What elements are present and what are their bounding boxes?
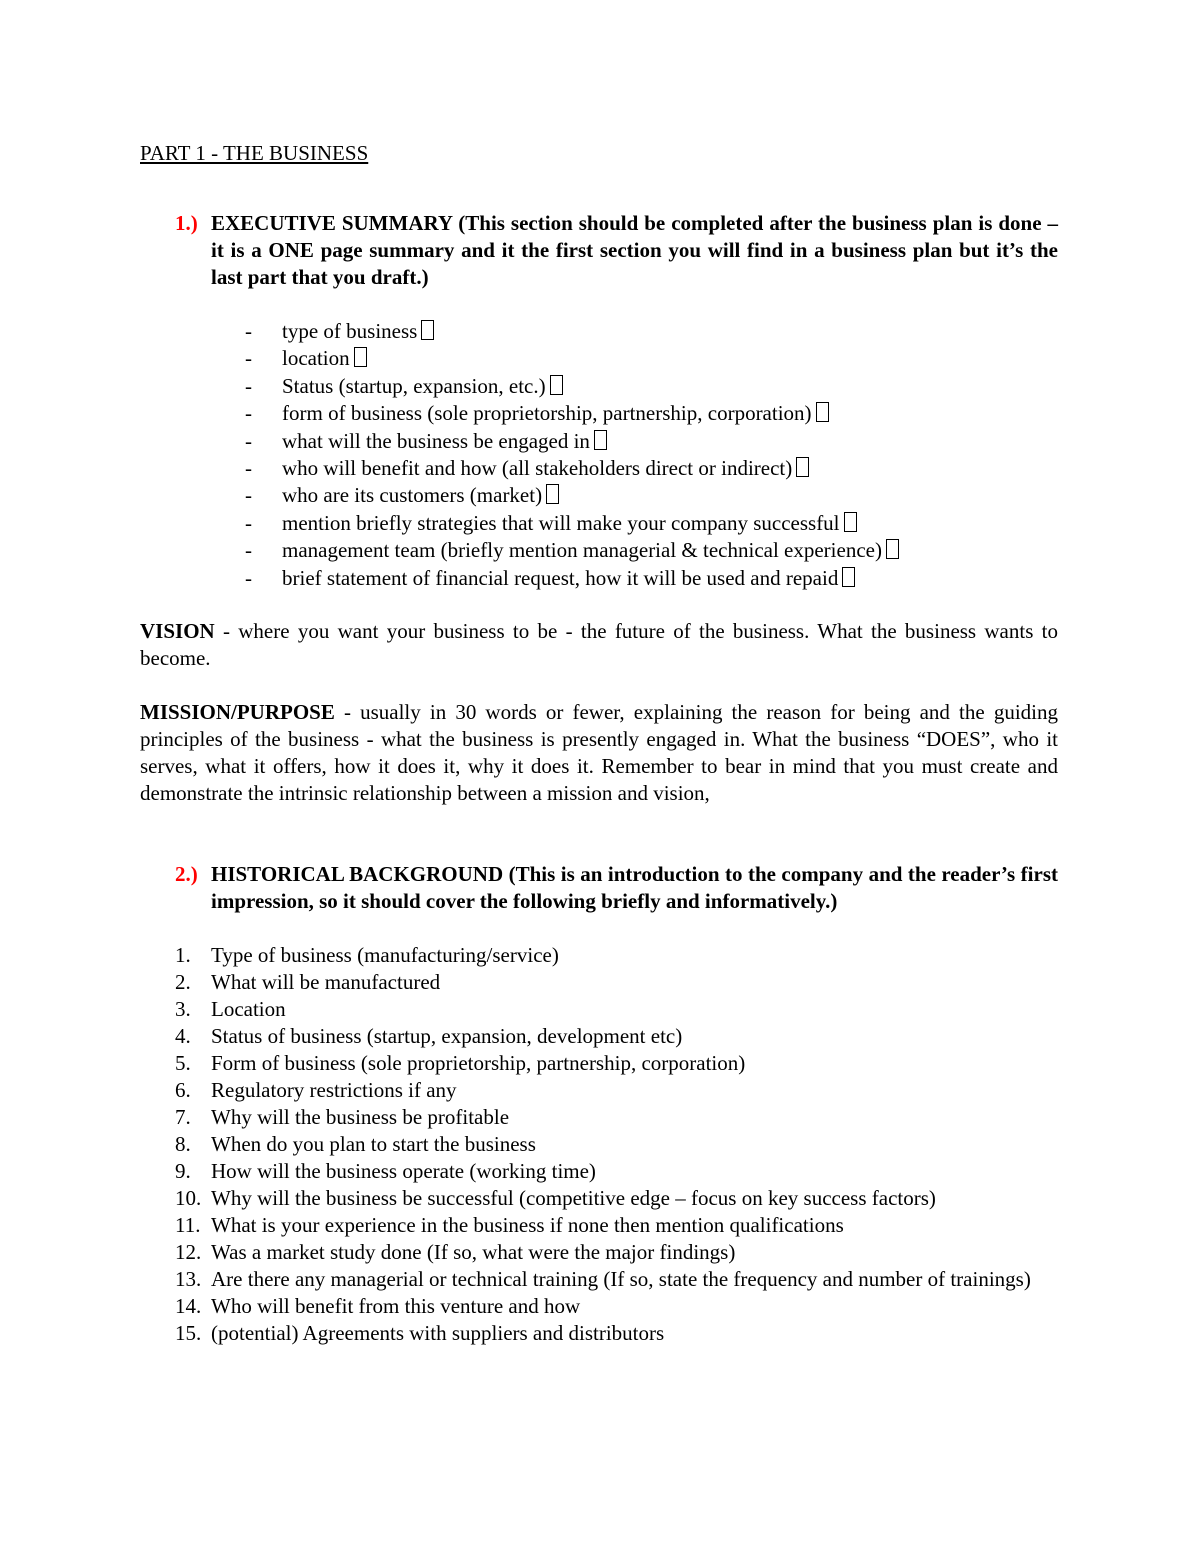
list-item-number: 10. — [175, 1185, 202, 1210]
part-title: PART 1 - THE BUSINESS — [140, 141, 369, 165]
bullet-dash: - — [245, 538, 252, 563]
list-item — [140, 1158, 1058, 1185]
checklist-item — [140, 373, 1058, 400]
list-item — [140, 996, 1058, 1023]
checklist-item-text: who will benefit and how (all stakeholders direct or indirect) — [282, 455, 793, 480]
checkbox-icon — [546, 484, 559, 504]
list-item — [140, 1320, 1058, 1347]
checklist-item — [140, 428, 1058, 455]
list-item-number: 1. — [175, 942, 191, 967]
list-item-text: Why will the business be profitable — [211, 1104, 510, 1129]
bullet-dash: - — [245, 319, 252, 343]
bullet-dash: - — [245, 483, 252, 508]
checklist-item — [140, 318, 1058, 345]
checkbox-icon — [421, 320, 434, 340]
section-1-heading — [140, 210, 1058, 291]
checklist-item — [140, 400, 1058, 427]
list-item-text: What will be manufactured — [211, 969, 441, 994]
checklist-item-text: mention briefly strategies that will make your company successful — [282, 510, 840, 535]
bullet-dash: - — [245, 565, 252, 590]
checkbox-icon — [842, 567, 855, 587]
list-item-number: 4. — [175, 1023, 191, 1048]
list-item-text: Type of business (manufacturing/service) — [211, 942, 559, 967]
checkbox-icon — [550, 375, 563, 395]
bullet-dash: - — [245, 428, 252, 453]
list-item-text: Location — [211, 996, 286, 1021]
checklist-item-text: brief statement of financial request, how it will be used and repaid — [282, 565, 839, 590]
mission-label: MISSION/PURPOSE — [140, 699, 335, 724]
list-item — [140, 1131, 1058, 1158]
list-item-text: Was a market study done (If so, what were the major findings) — [211, 1239, 736, 1264]
checklist-item-text: who are its customers (market) — [282, 483, 543, 508]
checklist-item — [140, 565, 1058, 592]
section-2-heading — [140, 861, 1058, 915]
checklist-item-text: Status (startup, expansion, etc.) — [282, 373, 546, 398]
list-item-number: 9. — [175, 1158, 191, 1183]
bullet-dash: - — [245, 455, 252, 480]
checklist-item — [140, 510, 1058, 537]
executive-summary-checklist — [140, 318, 1058, 592]
checklist-item-text: type of business — [282, 319, 418, 343]
list-item-number: 6. — [175, 1077, 191, 1102]
list-item-number: 8. — [175, 1131, 191, 1156]
list-item — [140, 969, 1058, 996]
checklist-item-text: location — [282, 346, 350, 371]
mission-paragraph — [140, 699, 1058, 807]
list-item — [140, 1212, 1058, 1239]
list-item-text: When do you plan to start the business — [211, 1131, 536, 1156]
list-item-text: Form of business (sole proprietorship, partnership, corporation) — [211, 1050, 746, 1075]
checklist-item — [140, 455, 1058, 482]
list-item-text: Status of business (startup, expansion, development etc) — [211, 1023, 683, 1048]
document-page — [140, 140, 1058, 1347]
list-item — [140, 1050, 1058, 1077]
list-item-text: Regulatory restrictions if any — [211, 1077, 457, 1102]
list-item-text: Are there any managerial or technical training (If so, state the frequency and number of trainings) — [211, 1266, 1031, 1291]
list-item-number: 13. — [175, 1266, 202, 1291]
list-item — [140, 1077, 1058, 1104]
list-item-number: 15. — [175, 1320, 202, 1345]
list-item-text: Why will the business be successful (competitive edge – focus on key success factors) — [211, 1185, 936, 1210]
section-2-number: 2.) — [175, 861, 198, 886]
list-item-text: (potential) Agreements with suppliers and distributors — [211, 1320, 665, 1345]
vision-text: - where you want your business to be - the future of the business. What the business wants to become. — [140, 618, 1058, 670]
checklist-item-text: management team (briefly mention managerial & technical experience) — [282, 538, 882, 563]
list-item-number: 3. — [175, 996, 191, 1021]
list-item — [140, 1239, 1058, 1266]
checklist-item — [140, 345, 1058, 372]
list-item — [140, 1023, 1058, 1050]
list-item-number: 11. — [175, 1212, 201, 1237]
mission-text: - usually in 30 words or fewer, explaining the reason for being and the guiding principles of the business - what the business is presently engaged in. What the business “DOES”, who it serves, what it offers, how it does it, why it does it. Remember to bear in mind that you must create and demonstrate the intrinsic relationship between a mission and vision, — [140, 699, 1058, 805]
historical-background-list — [140, 942, 1058, 1347]
list-item — [140, 942, 1058, 969]
bullet-dash: - — [245, 346, 252, 371]
vision-paragraph — [140, 618, 1058, 672]
checklist-item-text: what will the business be engaged in — [282, 428, 590, 453]
checklist-item — [140, 537, 1058, 564]
list-item-text: How will the business operate (working time) — [211, 1158, 596, 1183]
section-1-number: 1.) — [175, 211, 198, 235]
bullet-dash: - — [245, 510, 252, 535]
checkbox-icon — [816, 402, 829, 422]
list-item — [140, 1104, 1058, 1131]
list-item — [140, 1266, 1058, 1293]
checkbox-icon — [354, 347, 367, 367]
list-item-number: 2. — [175, 969, 191, 994]
section-1-heading-text: EXECUTIVE SUMMARY (This section should be completed after the business plan is done – it is a ONE page summary and it the first section you will find in a business plan but it’s the last part that you draft.) — [211, 211, 1058, 289]
checkbox-icon — [886, 539, 899, 559]
section-2-heading-text: HISTORICAL BACKGROUND (This is an introduction to the company and the reader’s first impression, so it should cover the following briefly and informatively.) — [211, 861, 1058, 913]
bullet-dash: - — [245, 373, 252, 398]
list-item-number: 12. — [175, 1239, 202, 1264]
list-item-text: What is your experience in the business if none then mention qualifications — [211, 1212, 844, 1237]
checkbox-icon — [796, 457, 809, 477]
checkbox-icon — [594, 430, 607, 450]
checklist-item — [140, 482, 1058, 509]
bullet-dash: - — [245, 401, 252, 426]
checkbox-icon — [844, 512, 857, 532]
list-item-number: 14. — [175, 1293, 202, 1318]
list-item-number: 5. — [175, 1050, 191, 1075]
checklist-item-text: form of business (sole proprietorship, partnership, corporation) — [282, 401, 812, 426]
list-item-text: Who will benefit from this venture and how — [211, 1293, 581, 1318]
list-item — [140, 1185, 1058, 1212]
list-item — [140, 1293, 1058, 1320]
vision-label: VISION — [140, 618, 215, 643]
list-item-number: 7. — [175, 1104, 191, 1129]
